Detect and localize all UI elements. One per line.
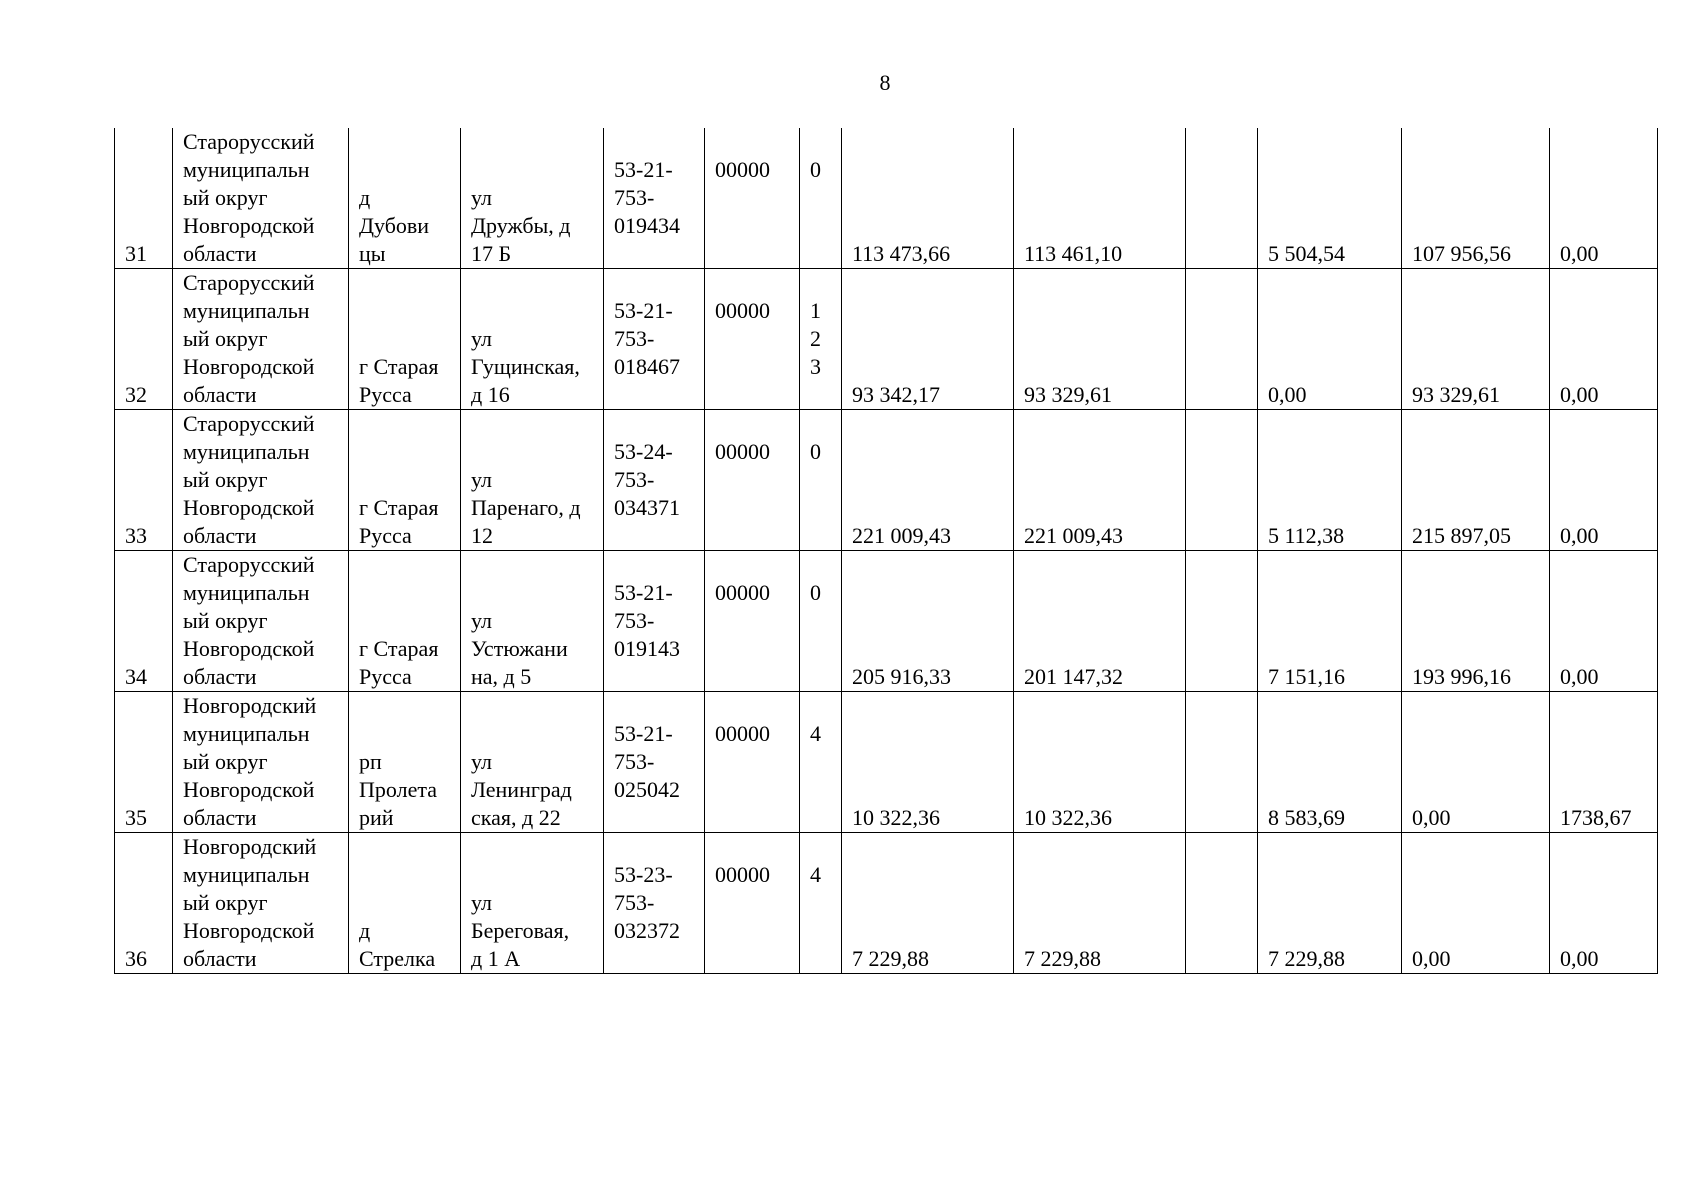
- code-cell: 53-24- 753- 034371: [604, 410, 705, 551]
- row-number: 35: [115, 692, 173, 833]
- value-3-cell: [1186, 551, 1258, 692]
- value-5-cell: 107 956,56: [1402, 128, 1550, 269]
- value-2-cell: 93 329,61: [1014, 269, 1186, 410]
- zeros-cell: 00000: [705, 410, 800, 551]
- zeros-cell: 00000: [705, 269, 800, 410]
- street-cell: ул Паренаго, д 12: [461, 410, 604, 551]
- street-cell: ул Устюжани на, д 5: [461, 551, 604, 692]
- value-1-cell: 10 322,36: [842, 692, 1014, 833]
- row-number: 32: [115, 269, 173, 410]
- district-cell: Новгородский муниципальн ый округ Новгородской области: [173, 833, 349, 974]
- value-4-cell: 5 504,54: [1258, 128, 1402, 269]
- locality-cell: г Старая Русса: [349, 410, 461, 551]
- value-2-cell: 221 009,43: [1014, 410, 1186, 551]
- table-row: [115, 833, 1658, 974]
- value-2-cell: 113 461,10: [1014, 128, 1186, 269]
- row-number: 34: [115, 551, 173, 692]
- code-cell: 53-21- 753- 019434: [604, 128, 705, 269]
- value-2-cell: 7 229,88: [1014, 833, 1186, 974]
- value-3-cell: [1186, 692, 1258, 833]
- code-cell: 53-23- 753- 032372: [604, 833, 705, 974]
- value-6-cell: 0,00: [1550, 269, 1658, 410]
- value-4-cell: 0,00: [1258, 269, 1402, 410]
- district-cell: Новгородский муниципальн ый округ Новгородской области: [173, 692, 349, 833]
- table-row: [115, 128, 1658, 269]
- table-row: [115, 551, 1658, 692]
- row-number: 36: [115, 833, 173, 974]
- value-1-cell: 93 342,17: [842, 269, 1014, 410]
- street-cell: ул Дружбы, д 17 Б: [461, 128, 604, 269]
- value-1-cell: 221 009,43: [842, 410, 1014, 551]
- value-3-cell: [1186, 833, 1258, 974]
- value-3-cell: [1186, 410, 1258, 551]
- table-row: [115, 692, 1658, 833]
- page-number: 8: [879, 70, 891, 95]
- code-cell: 53-21- 753- 025042: [604, 692, 705, 833]
- value-2-cell: 201 147,32: [1014, 551, 1186, 692]
- value-6-cell: 0,00: [1550, 410, 1658, 551]
- flag-cell: 4: [800, 833, 842, 974]
- value-6-cell: 0,00: [1550, 833, 1658, 974]
- value-4-cell: 8 583,69: [1258, 692, 1402, 833]
- value-5-cell: 93 329,61: [1402, 269, 1550, 410]
- value-4-cell: 7 229,88: [1258, 833, 1402, 974]
- locality-cell: д Стрелка: [349, 833, 461, 974]
- value-5-cell: 215 897,05: [1402, 410, 1550, 551]
- locality-cell: г Старая Русса: [349, 269, 461, 410]
- value-4-cell: 5 112,38: [1258, 410, 1402, 551]
- table-row: [115, 269, 1658, 410]
- flag-cell: 4: [800, 692, 842, 833]
- value-2-cell: 10 322,36: [1014, 692, 1186, 833]
- flag-cell: 0: [800, 410, 842, 551]
- zeros-cell: 00000: [705, 692, 800, 833]
- value-5-cell: 0,00: [1402, 833, 1550, 974]
- locality-cell: рп Пролета рий: [349, 692, 461, 833]
- value-6-cell: 0,00: [1550, 128, 1658, 269]
- district-cell: Старорусский муниципальн ый округ Новгородской области: [173, 128, 349, 269]
- value-3-cell: [1186, 128, 1258, 269]
- table-row: [115, 410, 1658, 551]
- code-cell: 53-21- 753- 018467: [604, 269, 705, 410]
- zeros-cell: 00000: [705, 128, 800, 269]
- value-6-cell: 0,00: [1550, 551, 1658, 692]
- flag-cell: 1 2 3: [800, 269, 842, 410]
- table-body: [115, 128, 1658, 974]
- value-4-cell: 7 151,16: [1258, 551, 1402, 692]
- value-1-cell: 7 229,88: [842, 833, 1014, 974]
- row-number: 33: [115, 410, 173, 551]
- data-table: [114, 128, 1658, 974]
- value-5-cell: 193 996,16: [1402, 551, 1550, 692]
- value-3-cell: [1186, 269, 1258, 410]
- street-cell: ул Гущинская, д 16: [461, 269, 604, 410]
- row-number: 31: [115, 128, 173, 269]
- value-1-cell: 113 473,66: [842, 128, 1014, 269]
- locality-cell: д Дубови цы: [349, 128, 461, 269]
- street-cell: ул Ленинград ская, д 22: [461, 692, 604, 833]
- district-cell: Старорусский муниципальн ый округ Новгородской области: [173, 410, 349, 551]
- code-cell: 53-21- 753- 019143: [604, 551, 705, 692]
- locality-cell: г Старая Русса: [349, 551, 461, 692]
- flag-cell: 0: [800, 551, 842, 692]
- flag-cell: 0: [800, 128, 842, 269]
- district-cell: Старорусский муниципальн ый округ Новгородской области: [173, 269, 349, 410]
- zeros-cell: 00000: [705, 833, 800, 974]
- value-6-cell: 1738,67: [1550, 692, 1658, 833]
- value-5-cell: 0,00: [1402, 692, 1550, 833]
- zeros-cell: 00000: [705, 551, 800, 692]
- street-cell: ул Береговая, д 1 А: [461, 833, 604, 974]
- value-1-cell: 205 916,33: [842, 551, 1014, 692]
- district-cell: Старорусский муниципальн ый округ Новгородской области: [173, 551, 349, 692]
